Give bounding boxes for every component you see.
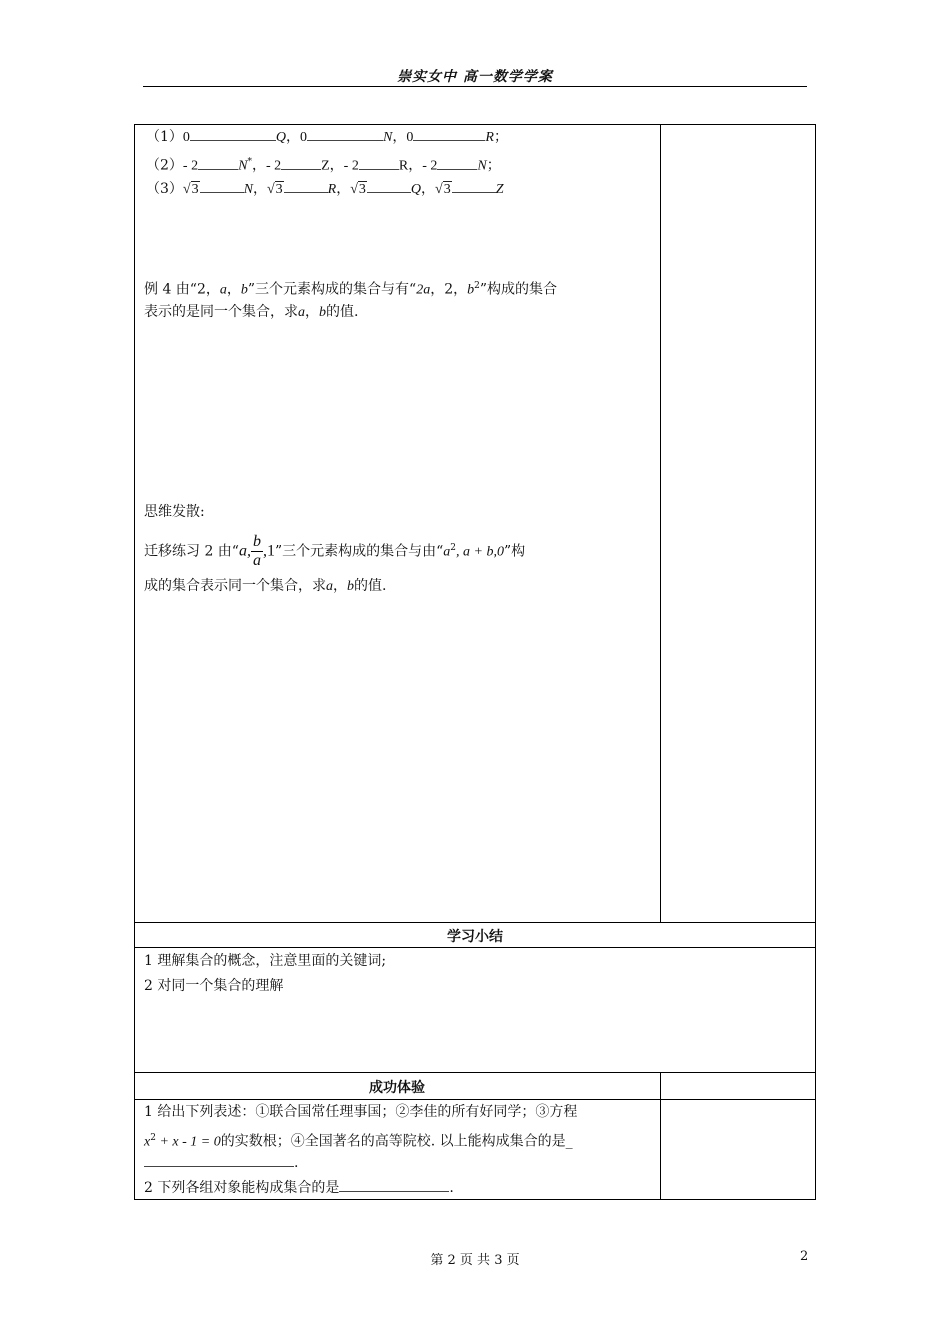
thinking-label: 思维发散: — [144, 504, 205, 520]
summary-title: 学习小结 — [447, 929, 503, 945]
thinking-line-2: 成的集合表示同一个集合，求a，b的值. — [144, 578, 387, 594]
exercise-line-3: （3）√3 N，√3 R，√3 Q，√3 Z — [146, 181, 504, 197]
success-q1-line-1: 1 给出下列表述：①联合国常任理事国；②李佳的所有好同学；③方程 — [144, 1104, 578, 1120]
answer-blank-q1[interactable] — [144, 1153, 294, 1167]
exercise-line-1: （1）0 Q，0 N，0 R； — [146, 129, 508, 145]
summary-title-top — [134, 922, 816, 923]
success-title-top — [134, 1072, 816, 1073]
success-right-divider — [660, 1072, 661, 1200]
summary-item-2: 2 对同一个集合的理解 — [144, 978, 284, 994]
success-q2: 2 下列各组对象能构成集合的是 . — [144, 1180, 454, 1196]
summary-title-bottom — [134, 947, 816, 948]
right-column-divider — [660, 124, 661, 923]
thinking-line-1: 迁移练习 2 由“a, $\frac{b}{a}$ ,1”三个元素构成的集合与由“$a^2$, a + b,0”构 — [144, 533, 526, 570]
success-q1-line-3: . — [144, 1153, 298, 1172]
exercise-line-2: （2）- 2 N*，- 2 Z，- 2 R，- 2 N； — [146, 157, 501, 174]
footer-page-number: 2 — [800, 1249, 809, 1264]
success-title-bottom — [134, 1099, 816, 1100]
example4-line-1: 例 4 由“2，a，b”三个元素构成的集合与有“2a，2，$b^2$”构成的集合 — [144, 281, 558, 298]
fraction-b-over-a: $\frac{b}{a}$ — [252, 533, 261, 570]
success-title: 成功体验 — [369, 1080, 425, 1096]
header-rule — [143, 86, 807, 87]
summary-item-1: 1 理解集合的概念，注意里面的关键词; — [144, 953, 387, 969]
page-header-title: 崇实女中 高一数学学案 — [397, 69, 553, 85]
success-q1-line-2: $x^2 + x - 1 = 0$的实数根；④全国著名的高等院校. 以上能构成集合的是_ — [144, 1133, 573, 1150]
example4-line-2: 表示的是同一个集合，求a，b的值. — [144, 304, 359, 320]
answer-blank-q2[interactable] — [339, 1178, 449, 1192]
footer-page-text: 第 2 页 共 3 页 — [430, 1253, 520, 1268]
